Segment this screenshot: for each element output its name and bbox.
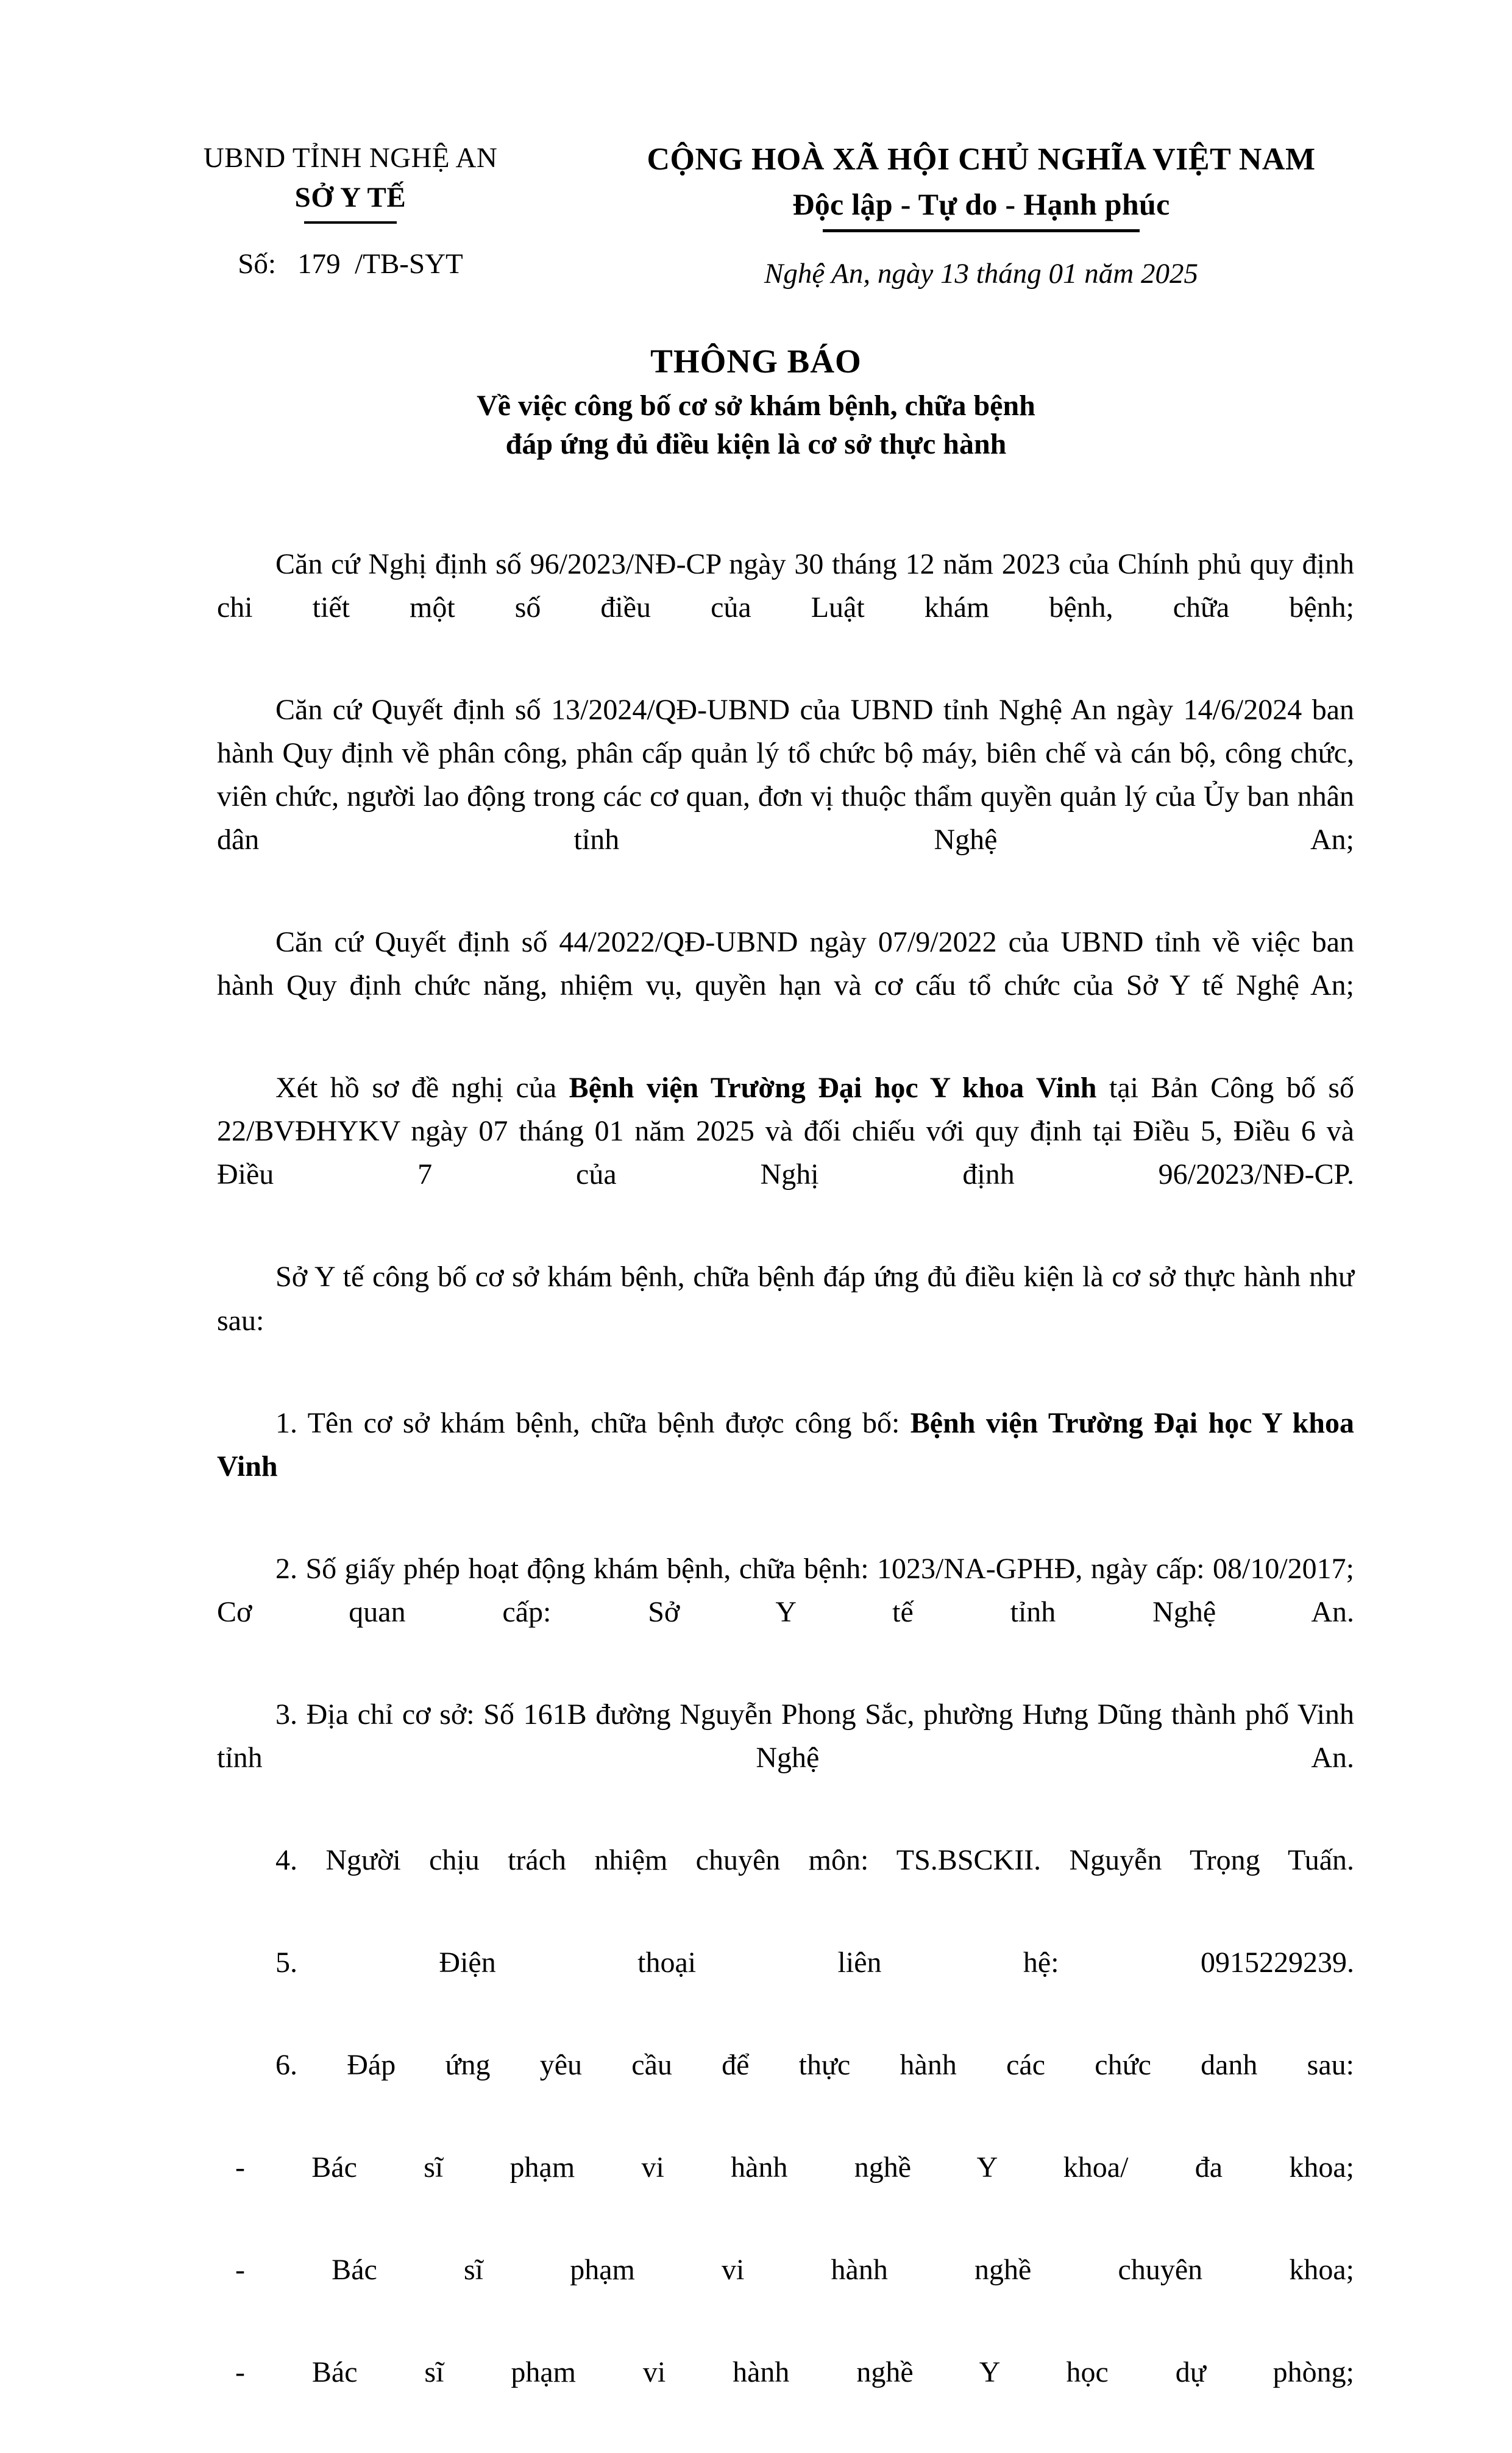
national-title: CỘNG HOÀ XÃ HỘI CHỦ NGHĨA VIỆT NAM [647, 142, 1316, 177]
item-3-address: 3. Địa chỉ cơ sở: Số 161B đường Nguyễn Phong Sắc, phường Hưng Dũng thành phố Vinh tỉnh Nghệ An. [217, 1698, 1354, 1774]
hospital-name-emphasis: Bệnh viện Trường Đại học Y khoa Vinh [569, 1072, 1097, 1105]
national-heading-block [622, 141, 1475, 291]
department-underline-rule [304, 221, 397, 224]
application-review-text-before: Xét hồ sơ đề nghị của [275, 1072, 569, 1105]
practice-title-item-3: - Bác sĩ phạm vi hành nghề Y học dự phòng; [235, 2356, 1354, 2389]
item-1-facility-name [217, 1401, 1354, 1531]
page-title: THÔNG BÁO [650, 343, 862, 380]
announcement-intro-paragraph: Sở Y tế công bố cơ sở khám bệnh, chữa bệnh đáp ứng đủ điều kiện là cơ sở thực hành như sau: [217, 1261, 1354, 1337]
item-1-label: 1. Tên cơ sở khám bệnh, chữa bệnh được công bố: [275, 1406, 910, 1439]
item-6-practice-titles-intro: 6. Đáp ứng yêu cầu để thực hành các chức danh sau: [275, 2048, 1354, 2081]
item-5-contact-phone: 5. Điện thoại liên hệ: 0915229239. [275, 1946, 1354, 1979]
document-subtitle-line-2: đáp ứng đủ điều kiện là cơ sở thực hành [505, 428, 1007, 461]
document-body [217, 543, 1354, 2453]
department-label: SỞ Y TẾ [294, 182, 406, 214]
item-1-facility-name-value: Bệnh viện Trường Đại học Y khoa Vinh [217, 1406, 1354, 1483]
motto-underline-rule [823, 229, 1140, 232]
practice-title-item-2: - Bác sĩ phạm vi hành nghề chuyên khoa; [235, 2254, 1354, 2287]
issuing-authority-block [0, 141, 622, 281]
document-title-block [0, 341, 1512, 464]
province-authority-label: UBND TỈNH NGHỆ AN [203, 142, 498, 174]
document-header [0, 141, 1512, 291]
application-review-text-after: tại Bản Công bố số 22/BVĐHYKV ngày 07 tháng 01 năm 2025 và đối chiếu với quy định tại Điều 5, Điều 6 và Điều 7 của Nghị định 96/2023/NĐ-CP. [217, 1072, 1355, 1191]
national-motto: Độc lập - Tự do - Hạnh phúc [792, 187, 1170, 222]
application-review-paragraph [217, 1066, 1354, 1239]
legal-basis-paragraph-2: Căn cứ Quyết định số 13/2024/QĐ-UBND của UBND tỉnh Nghệ An ngày 14/6/2024 ban hành Quy định về phân công, phân cấp quản lý tổ chức bộ máy, biên chế và cán bộ, công chức, viên chức, người lao động trong các cơ quan, đơn vị thuộc thẩm quyền quản lý của Ủy ban nhân dân tỉnh Nghệ An; [217, 694, 1354, 856]
practice-title-item-1: - Bác sĩ phạm vi hành nghề Y khoa/ đa khoa; [235, 2151, 1354, 2184]
place-and-date: Nghệ An, ngày 13 tháng 01 năm 2025 [764, 258, 1198, 290]
document-subtitle [0, 386, 1512, 464]
document-number: Số: 179 /TB-SYT [238, 247, 463, 280]
item-2-license-number: 2. Số giấy phép hoạt động khám bệnh, chữa bệnh: 1023/NA-GPHĐ, ngày cấp: 08/10/2017; Cơ quan cấp: Sở Y tế tỉnh Nghệ An. [217, 1552, 1354, 1628]
item-4-responsible-person: 4. Người chịu trách nhiệm chuyên môn: TS.BSCKII. Nguyễn Trọng Tuấn. [275, 1843, 1354, 1876]
legal-basis-paragraph-1: Căn cứ Nghị định số 96/2023/NĐ-CP ngày 30 tháng 12 năm 2023 của Chính phủ quy định chi tiết một số điều của Luật khám bệnh, chữa bệnh; [217, 548, 1354, 624]
document-subtitle-line-1: Về việc công bố cơ sở khám bệnh, chữa bệnh [477, 390, 1035, 422]
legal-basis-paragraph-3: Căn cứ Quyết định số 44/2022/QĐ-UBND ngày 07/9/2022 của UBND tỉnh về việc ban hành Quy định chức năng, nhiệm vụ, quyền hạn và cơ cấu tổ chức của Sở Y tế Nghệ An; [217, 926, 1354, 1002]
